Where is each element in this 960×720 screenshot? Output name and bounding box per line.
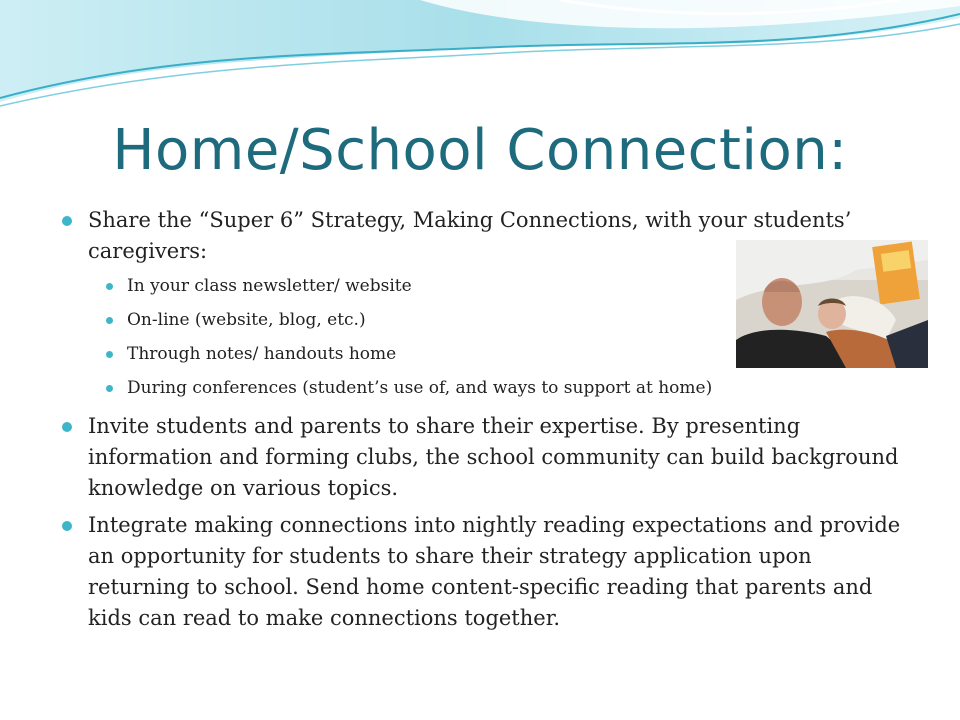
bullet-text: Integrate making connections into nightly reading expectations and provide an opportunity for students to share their strategy application upon returning to school. Send home content-specific reading that parents and kids can read to make connections together. (88, 513, 901, 630)
bullet-text: Share the “Super 6” Strategy, Making Connections, with your students’ (88, 208, 852, 232)
bullet-icon (62, 216, 72, 226)
bullet-text-continued: caregivers: (88, 239, 208, 263)
sub-bullet-icon (106, 283, 113, 290)
header-wave-decoration (0, 0, 960, 120)
page-title: Home/School Connection: (112, 118, 848, 183)
sub-bullet-icon (106, 317, 113, 324)
bullet-icon (62, 422, 72, 432)
bullet-item (60, 510, 920, 634)
sub-bullet-text: Through notes/ handouts home (127, 344, 397, 364)
sub-bullet-text: On-line (website, blog, etc.) (127, 310, 366, 330)
father-and-child-reading-photo (736, 240, 928, 368)
sub-bullet-icon (106, 385, 113, 392)
bullet-text: Invite students and parents to share their expertise. By presenting information and forming clubs, the school community can build background knowledge on various topics. (88, 414, 899, 500)
sub-bullet-icon (106, 351, 113, 358)
sub-bullet-item (60, 371, 920, 405)
bullet-icon (62, 521, 72, 531)
sub-bullet-text: During conferences (student’s use of, and ways to support at home) (127, 378, 713, 398)
bullet-item (60, 411, 920, 504)
sub-bullet-text: In your class newsletter/ website (127, 276, 412, 296)
